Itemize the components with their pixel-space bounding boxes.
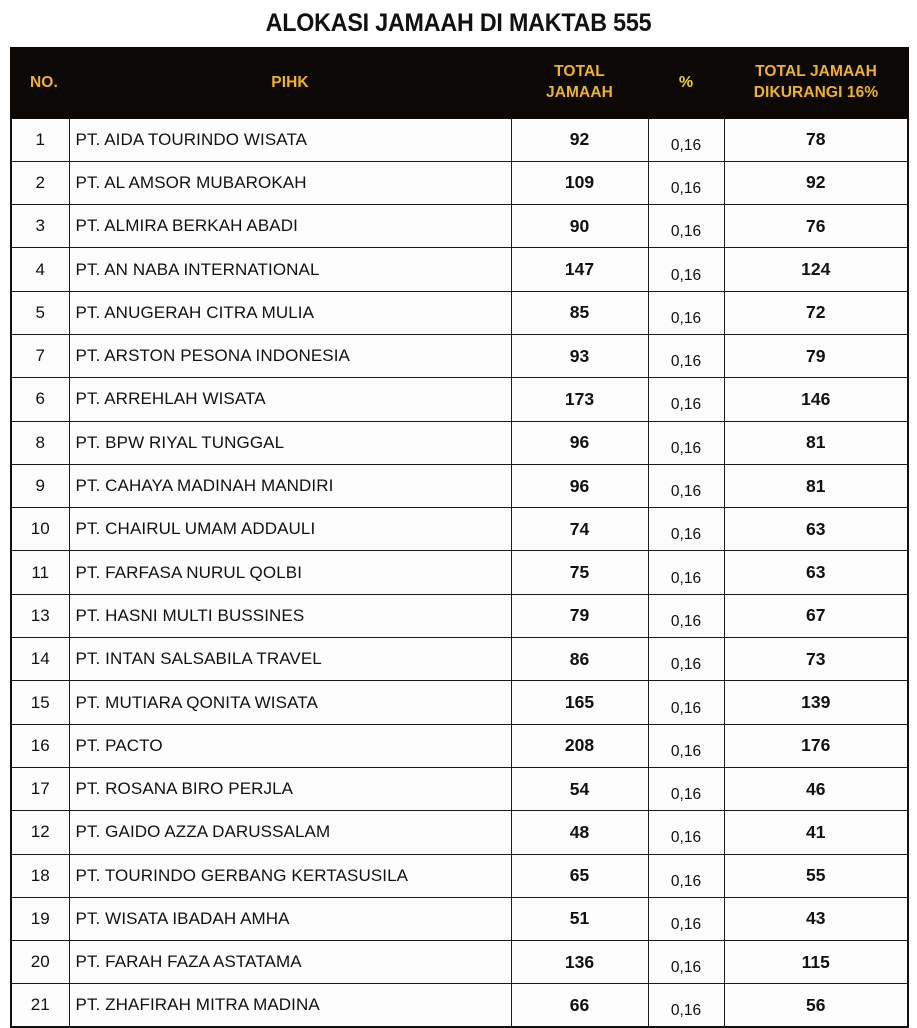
cell-total-jamaah: 92 <box>511 118 648 161</box>
cell-percent: 0,16 <box>648 638 724 681</box>
cell-pihk: PT. ALMIRA BERKAH ABADI <box>69 205 511 248</box>
cell-no: 13 <box>11 594 69 637</box>
table-row <box>11 421 908 464</box>
table-row <box>11 767 908 810</box>
cell-total-jamaah-dikurangi: 76 <box>724 205 908 248</box>
cell-total-jamaah: 93 <box>511 334 648 377</box>
cell-percent: 0,16 <box>648 724 724 767</box>
cell-pihk: PT. CAHAYA MADINAH MANDIRI <box>69 464 511 507</box>
cell-no: 10 <box>11 508 69 551</box>
cell-pihk: PT. BPW RIYAL TUNGGAL <box>69 421 511 464</box>
table-row <box>11 334 908 377</box>
cell-total-jamaah-dikurangi: 63 <box>724 508 908 551</box>
cell-percent: 0,16 <box>648 594 724 637</box>
cell-no: 12 <box>11 811 69 854</box>
column-header-total-jamaah-dikurangi <box>724 48 908 118</box>
cell-pihk: PT. FARFASA NURUL QOLBI <box>69 551 511 594</box>
cell-total-jamaah: 51 <box>511 897 648 940</box>
table-header <box>11 48 908 118</box>
allocation-table <box>10 47 909 1028</box>
cell-percent: 0,16 <box>648 291 724 334</box>
table-row <box>11 464 908 507</box>
cell-total-jamaah: 109 <box>511 161 648 204</box>
page-title: ALOKASI JAMAAH DI MAKTAB 555 <box>265 9 652 37</box>
cell-no: 5 <box>11 291 69 334</box>
cell-total-jamaah-dikurangi: 176 <box>724 724 908 767</box>
column-header-dikurangi-line2: DIKURANGI 16% <box>753 84 879 101</box>
cell-no: 15 <box>11 681 69 724</box>
cell-percent: 0,16 <box>648 464 724 507</box>
cell-percent: 0,16 <box>648 681 724 724</box>
cell-pihk: PT. GAIDO AZZA DARUSSALAM <box>69 811 511 854</box>
cell-total-jamaah: 85 <box>511 291 648 334</box>
column-header-total-jamaah-line2: JAMAAH <box>546 84 613 101</box>
table-row <box>11 291 908 334</box>
cell-total-jamaah: 65 <box>511 854 648 897</box>
cell-no: 8 <box>11 421 69 464</box>
cell-total-jamaah-dikurangi: 63 <box>724 551 908 594</box>
cell-percent: 0,16 <box>648 854 724 897</box>
cell-pihk: PT. HASNI MULTI BUSSINES <box>69 594 511 637</box>
cell-no: 6 <box>11 378 69 421</box>
cell-total-jamaah: 90 <box>511 205 648 248</box>
table-row <box>11 248 908 291</box>
cell-no: 20 <box>11 941 69 984</box>
cell-percent: 0,16 <box>648 161 724 204</box>
cell-total-jamaah-dikurangi: 79 <box>724 334 908 377</box>
cell-total-jamaah: 66 <box>511 984 648 1027</box>
cell-total-jamaah-dikurangi: 55 <box>724 854 908 897</box>
cell-pihk: PT. ANUGERAH CITRA MULIA <box>69 291 511 334</box>
cell-pihk: PT. CHAIRUL UMAM ADDAULI <box>69 508 511 551</box>
table-row <box>11 984 908 1027</box>
table-row <box>11 118 908 161</box>
cell-percent: 0,16 <box>648 421 724 464</box>
cell-total-jamaah-dikurangi: 78 <box>724 118 908 161</box>
cell-percent: 0,16 <box>648 248 724 291</box>
cell-pihk: PT. INTAN SALSABILA TRAVEL <box>69 638 511 681</box>
table-row <box>11 378 908 421</box>
cell-no: 21 <box>11 984 69 1027</box>
cell-total-jamaah-dikurangi: 43 <box>724 897 908 940</box>
table-row <box>11 508 908 551</box>
cell-percent: 0,16 <box>648 767 724 810</box>
cell-no: 4 <box>11 248 69 291</box>
cell-total-jamaah-dikurangi: 146 <box>724 378 908 421</box>
cell-no: 16 <box>11 724 69 767</box>
cell-pihk: PT. TOURINDO GERBANG KERTASUSILA <box>69 854 511 897</box>
cell-pihk: PT. FARAH FAZA ASTATAMA <box>69 941 511 984</box>
cell-total-jamaah-dikurangi: 81 <box>724 421 908 464</box>
cell-total-jamaah-dikurangi: 56 <box>724 984 908 1027</box>
cell-total-jamaah: 173 <box>511 378 648 421</box>
cell-total-jamaah: 75 <box>511 551 648 594</box>
cell-percent: 0,16 <box>648 205 724 248</box>
cell-percent: 0,16 <box>648 811 724 854</box>
table-row <box>11 161 908 204</box>
column-header-no: NO. <box>11 48 69 118</box>
table-row <box>11 724 908 767</box>
cell-total-jamaah-dikurangi: 46 <box>724 767 908 810</box>
column-header-dikurangi-line1: TOTAL JAMAAH <box>755 63 877 81</box>
cell-pihk: PT. AIDA TOURINDO WISATA <box>69 118 511 161</box>
column-header-total-jamaah <box>511 48 648 118</box>
column-header-total-jamaah-line1: TOTAL <box>554 63 605 81</box>
cell-total-jamaah: 74 <box>511 508 648 551</box>
cell-total-jamaah-dikurangi: 139 <box>724 681 908 724</box>
cell-no: 3 <box>11 205 69 248</box>
cell-no: 14 <box>11 638 69 681</box>
table-body <box>11 118 908 1027</box>
cell-total-jamaah: 79 <box>511 594 648 637</box>
cell-no: 9 <box>11 464 69 507</box>
cell-no: 19 <box>11 897 69 940</box>
cell-percent: 0,16 <box>648 118 724 161</box>
allocation-table-container <box>10 47 907 1028</box>
cell-total-jamaah-dikurangi: 67 <box>724 594 908 637</box>
cell-total-jamaah: 54 <box>511 767 648 810</box>
cell-pihk: PT. AL AMSOR MUBAROKAH <box>69 161 511 204</box>
cell-pihk: PT. ARSTON PESONA INDONESIA <box>69 334 511 377</box>
table-row <box>11 594 908 637</box>
table-row <box>11 638 908 681</box>
cell-no: 11 <box>11 551 69 594</box>
cell-percent: 0,16 <box>648 378 724 421</box>
cell-percent: 0,16 <box>648 551 724 594</box>
cell-percent: 0,16 <box>648 334 724 377</box>
cell-total-jamaah-dikurangi: 41 <box>724 811 908 854</box>
cell-pihk: PT. ARREHLAH WISATA <box>69 378 511 421</box>
cell-total-jamaah: 96 <box>511 464 648 507</box>
cell-no: 17 <box>11 767 69 810</box>
cell-no: 2 <box>11 161 69 204</box>
cell-pihk: PT. MUTIARA QONITA WISATA <box>69 681 511 724</box>
cell-pihk: PT. ROSANA BIRO PERJLA <box>69 767 511 810</box>
cell-total-jamaah: 136 <box>511 941 648 984</box>
cell-total-jamaah-dikurangi: 81 <box>724 464 908 507</box>
column-header-pihk: PIHK <box>69 48 511 118</box>
table-row <box>11 205 908 248</box>
cell-no: 7 <box>11 334 69 377</box>
cell-total-jamaah-dikurangi: 115 <box>724 941 908 984</box>
cell-pihk: PT. WISATA IBADAH AMHA <box>69 897 511 940</box>
cell-percent: 0,16 <box>648 897 724 940</box>
cell-no: 18 <box>11 854 69 897</box>
table-row <box>11 811 908 854</box>
cell-total-jamaah-dikurangi: 72 <box>724 291 908 334</box>
cell-total-jamaah-dikurangi: 124 <box>724 248 908 291</box>
cell-no: 1 <box>11 118 69 161</box>
cell-percent: 0,16 <box>648 984 724 1027</box>
cell-total-jamaah: 208 <box>511 724 648 767</box>
table-row <box>11 854 908 897</box>
table-row <box>11 681 908 724</box>
cell-total-jamaah-dikurangi: 73 <box>724 638 908 681</box>
table-row <box>11 941 908 984</box>
cell-total-jamaah: 147 <box>511 248 648 291</box>
table-header-row <box>11 48 908 118</box>
cell-pihk: PT. ZHAFIRAH MITRA MADINA <box>69 984 511 1027</box>
column-header-percent: % <box>648 48 724 118</box>
cell-total-jamaah: 48 <box>511 811 648 854</box>
cell-percent: 0,16 <box>648 941 724 984</box>
cell-total-jamaah: 165 <box>511 681 648 724</box>
cell-pihk: PT. AN NABA INTERNATIONAL <box>69 248 511 291</box>
cell-percent: 0,16 <box>648 508 724 551</box>
cell-total-jamaah-dikurangi: 92 <box>724 161 908 204</box>
cell-total-jamaah: 86 <box>511 638 648 681</box>
cell-pihk: PT. PACTO <box>69 724 511 767</box>
table-row <box>11 551 908 594</box>
cell-total-jamaah: 96 <box>511 421 648 464</box>
table-row <box>11 897 908 940</box>
